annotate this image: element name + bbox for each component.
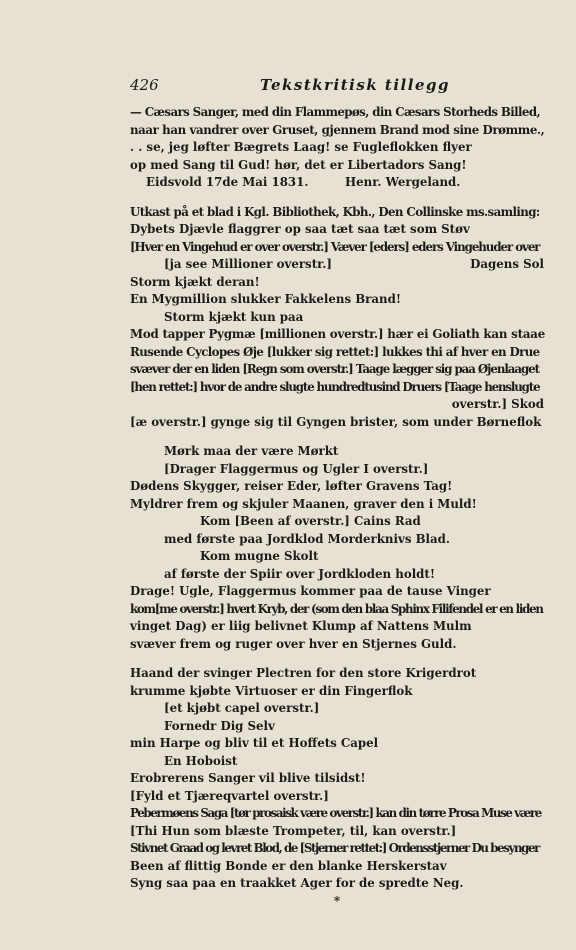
text-body: [130, 104, 544, 910]
text-line: Syng saa paa en traakket Ager for de spredte Neg.: [130, 876, 464, 890]
place-date: Eidsvold 17de Mai 1831.: [146, 175, 309, 189]
running-header: [130, 76, 450, 98]
text-line: Stivnet Graad og levret Blod, de [Stjerner rettet:] Ordensstjerner Du besynger: [130, 841, 539, 855]
text-line: Erobrerens Sanger vil blive tilsidst!: [130, 771, 366, 785]
text-line: En Hoboist: [164, 753, 238, 768]
text-line: Pebermøens Saga [tør prosaisk være overstr.] kan din tørre Prosa Muse være: [130, 806, 541, 820]
text-line: Storm kjækt deran!: [130, 274, 260, 289]
spacer: [130, 653, 544, 665]
text-line: Haand der svinger Plectren for den store Krigerdrot: [130, 666, 477, 680]
text-line: svæver frem og ruger over hver en Stjernes Guld.: [130, 636, 457, 651]
text-line: af første der Spiir over Jordkloden holdt!: [164, 566, 436, 581]
text-line: Mod tapper Pygmæ [millionen overstr.] hær ei Goliath kan staae: [130, 327, 546, 341]
text-line: [Fyld et Tjæreqvartel overstr.]: [130, 788, 329, 803]
text-segment: [ja see Millioner overstr.]: [164, 257, 332, 271]
text-line: Myldrer frem og skjuler Maanen, graver den i Muld!: [130, 496, 477, 511]
text-line: [Hver en Vingehud er over overstr.] Væver [eders] eders Vingehuder over: [130, 239, 540, 254]
text-line: Kom [Been af overstr.] Cains Rad: [200, 514, 421, 528]
page-number: 426: [130, 76, 159, 94]
text-line: med første paa Jordklod Morderknivs Blad.: [164, 531, 451, 546]
text-line: [Thi Hun som blæste Trompeter, til, kan overstr.]: [130, 823, 457, 838]
spacer: [130, 431, 544, 443]
text-line: kom[me overstr.] hvert Kryb, der (som den blaa Sphinx Filifendel er en liden: [130, 601, 543, 616]
text-line: svæver der en liden [Regn som overstr.] Taage lægger sig paa Øjenlaaget: [130, 362, 540, 376]
text-line: . . se, jeg løfter Bægrets Laag! se Fugleflokken flyer: [130, 140, 472, 154]
text-line: Dødens Skygger, reiser Eder, løfter Gravens Tag!: [130, 479, 453, 493]
source-note: Utkast på et blad i Kgl. Bibliothek, Kbh., Den Collinske ms.samling:: [130, 204, 540, 219]
text-line: Storm kjækt kun paa: [164, 309, 304, 324]
text-line: Mørk maa der være Mørkt: [164, 444, 339, 458]
text-line: naar han vandrer over Gruset, gjennem Brand mod sine Drømme.,: [130, 122, 545, 137]
text-line: Kom mugne Skolt: [200, 549, 319, 563]
text-line: Rusende Cyclopes Øje [lukker sig rettet:] lukkes thi af hver en Drue: [130, 344, 540, 359]
text-line: — Cæsars Sanger, med din Flammepøs, din Cæsars Storheds Billed,: [130, 105, 540, 119]
text-line: vinget Dag) er liig belivnet Klump af Nattens Mulm: [130, 619, 472, 633]
text-line: Drage! Ugle, Flaggermus kommer paa de tause Vinger: [130, 584, 491, 598]
text-line: [æ overstr.] gynge sig til Gyngen brister, som under Børneflok: [130, 414, 542, 429]
signature-line: [130, 174, 544, 192]
text-line: En Mygmillion slukker Fakkelens Brand!: [130, 292, 402, 306]
text-line: min Harpe og bliv til et Hoffets Capel: [130, 736, 379, 750]
text-line: op med Sang til Gud! hør, det er Libertadors Sang!: [130, 157, 467, 172]
text-line: [hen rettet:] hvor de andre slugte hundredtusind Druers [Taage henslugte: [130, 379, 540, 394]
text-line: krumme kjøbte Virtuoser er din Fingerflok: [130, 683, 413, 698]
text-segment: Dagens Sol: [470, 257, 544, 271]
signature: Henr. Wergeland.: [345, 175, 461, 189]
text-line: Fornedr Dig Selv: [164, 718, 275, 733]
text-line: [130, 256, 544, 274]
section-asterisk: *: [333, 893, 341, 908]
spacer: [130, 192, 544, 204]
text-line: Dybets Djævle flaggrer op saa tæt saa tæt som Støv: [130, 222, 470, 236]
text-line: [et kjøbt capel overstr.]: [164, 701, 320, 715]
text-line: Been af flittig Bonde er den blanke Herskerstav: [130, 858, 447, 873]
running-title: Tekstkritisk tillegg: [260, 76, 450, 94]
text-line: [Drager Flaggermus og Ugler I overstr.]: [164, 461, 429, 476]
text-line: overstr.] Skod: [451, 397, 544, 411]
